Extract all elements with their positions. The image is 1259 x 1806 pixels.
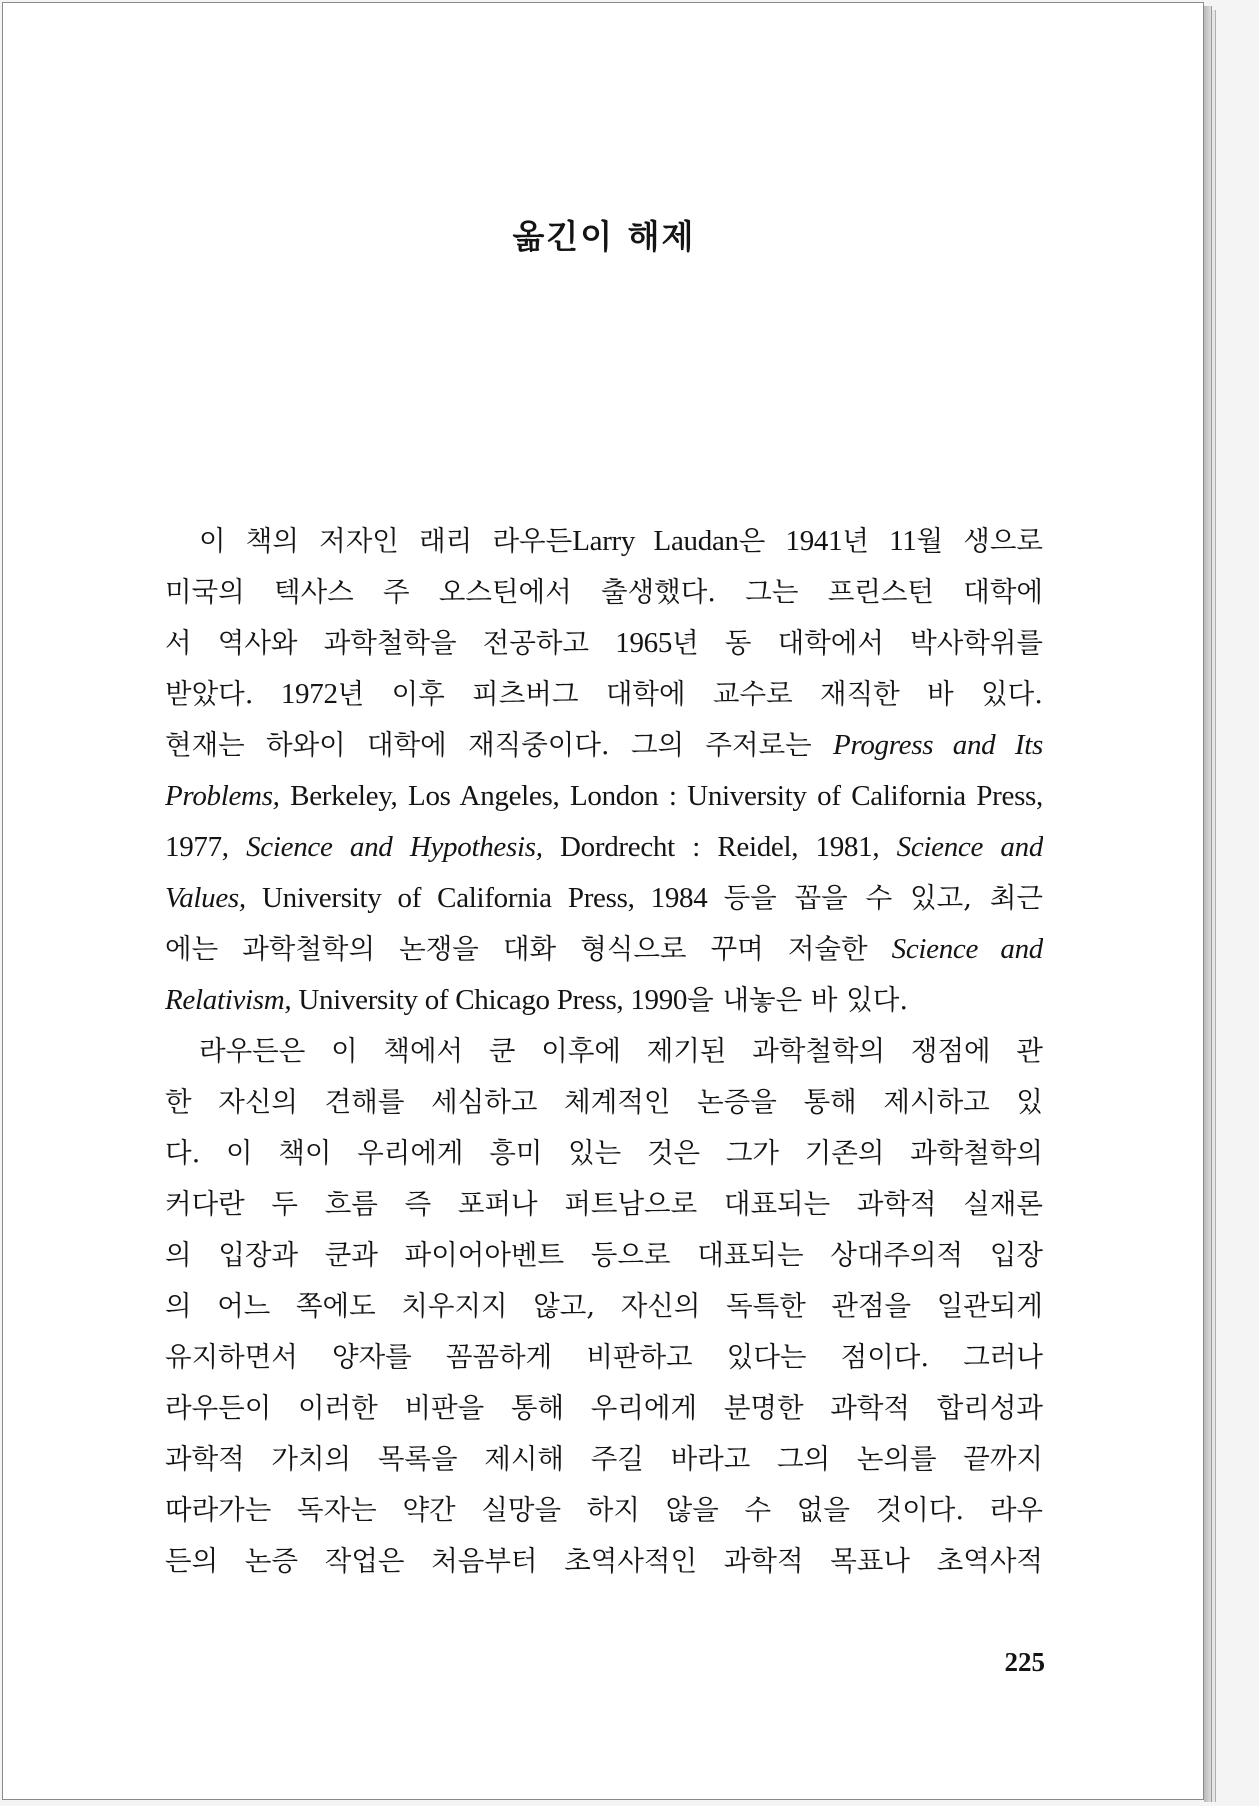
text-segment: 1941 xyxy=(785,525,843,557)
paragraph xyxy=(165,1026,1043,1587)
page-title: 옮긴이 해제 xyxy=(512,217,696,256)
text-segment: 을 내놓은 바 있다. xyxy=(687,984,909,1016)
italic-text-segment: Problems, xyxy=(165,780,280,812)
italic-text-segment: Science and xyxy=(896,831,1043,863)
text-segment: 년 xyxy=(842,525,890,557)
text-line xyxy=(165,1383,1043,1434)
text-line xyxy=(165,1281,1043,1332)
text-segment: 의 어느 쪽에도 치우지지 않고, 자신의 독특한 관점을 일관되게 xyxy=(165,1290,1043,1322)
paragraph xyxy=(165,516,1043,1026)
text-segment: 현재는 하와이 대학에 재직중이다. 그의 주저로는 xyxy=(165,729,834,761)
text-line xyxy=(165,822,1043,873)
text-line xyxy=(165,516,1043,567)
italic-text-segment: Progress and Its xyxy=(833,729,1043,761)
text-line xyxy=(165,720,1043,771)
text-line xyxy=(165,975,1043,1026)
italic-text-segment: Science and Hypothesis, xyxy=(246,831,543,863)
text-segment: University of California Press, 1984 xyxy=(245,882,724,914)
page-edge-shadow xyxy=(1204,6,1212,1802)
text-line xyxy=(165,1230,1043,1281)
text-segment: 년 이후 피츠버그 대학에 교수로 재직한 바 있다. xyxy=(337,678,1043,710)
text-segment: 든의 논증 작업은 처음부터 초역사적인 과학적 목표나 초역사적 xyxy=(165,1545,1043,1577)
text-segment: 월 생으로 xyxy=(916,525,1043,557)
text-line xyxy=(165,1026,1043,1077)
text-segment: 이 책의 저자인 래리 라우든 xyxy=(199,525,573,557)
text-segment: Berkeley, Los Angeles, London : University of California Press, xyxy=(279,780,1043,812)
text-segment: 에는 과학철학의 논쟁을 대화 형식으로 꾸며 저술한 xyxy=(165,933,892,965)
text-segment: 커다란 두 흐름 즉 포퍼나 퍼트남으로 대표되는 과학적 실재론 xyxy=(165,1188,1043,1220)
text-line xyxy=(165,1128,1043,1179)
body-text xyxy=(165,516,1043,1587)
text-line xyxy=(165,873,1043,924)
text-segment: 년 동 대학에서 박사학위를 xyxy=(672,627,1043,659)
text-line xyxy=(165,669,1043,720)
text-segment: University of Chicago Press, 1990 xyxy=(291,984,688,1016)
text-segment: 유지하면서 양자를 꼼꼼하게 비판하고 있다는 점이다. 그러나 xyxy=(165,1341,1043,1373)
text-line xyxy=(165,924,1043,975)
text-segment: 한 자신의 견해를 세심하고 체계적인 논증을 통해 제시하고 있 xyxy=(165,1086,1043,1118)
text-line xyxy=(165,771,1043,822)
text-line xyxy=(165,618,1043,669)
text-segment: 1972 xyxy=(280,678,338,710)
text-segment: 11 xyxy=(889,525,917,557)
text-segment: 따라가는 독자는 약간 실망을 하지 않을 수 없을 것이다. 라우 xyxy=(165,1494,1043,1526)
document-page xyxy=(2,2,1204,1800)
text-segment: Larry Laudan xyxy=(572,525,739,557)
text-segment: 은 xyxy=(738,525,786,557)
text-segment: 서 역사와 과학철학을 전공하고 xyxy=(165,627,616,659)
text-segment: 라우든이 이러한 비판을 통해 우리에게 분명한 과학적 합리성과 xyxy=(165,1392,1043,1424)
page-number: 225 xyxy=(1004,1647,1045,1677)
text-line xyxy=(165,567,1043,618)
text-line xyxy=(165,1332,1043,1383)
text-segment: 등을 꼽을 수 있고, 최근 xyxy=(723,882,1043,914)
text-line xyxy=(165,1434,1043,1485)
text-line xyxy=(165,1077,1043,1128)
text-segment: 1965 xyxy=(615,627,673,659)
text-segment: 과학적 가치의 목록을 제시해 주길 바라고 그의 논의를 끝까지 xyxy=(165,1443,1043,1475)
italic-text-segment: Values, xyxy=(165,882,246,914)
text-line xyxy=(165,1485,1043,1536)
italic-text-segment: Relativism, xyxy=(165,984,292,1016)
text-segment: 라우든은 이 책에서 쿤 이후에 제기된 과학철학의 쟁점에 관 xyxy=(199,1035,1043,1067)
text-line xyxy=(165,1536,1043,1587)
text-segment: 미국의 텍사스 주 오스틴에서 출생했다. 그는 프린스턴 대학에 xyxy=(165,576,1043,608)
text-segment: Dordrecht : Reidel, 1981, xyxy=(542,831,897,863)
text-segment: 받았다. xyxy=(165,678,281,710)
text-line xyxy=(165,1179,1043,1230)
text-segment: 의 입장과 쿤과 파이어아벤트 등으로 대표되는 상대주의적 입장 xyxy=(165,1239,1043,1271)
text-segment: 다. 이 책이 우리에게 흥미 있는 것은 그가 기존의 과학철학의 xyxy=(165,1137,1043,1169)
text-segment: 1977, xyxy=(165,831,247,863)
italic-text-segment: Science and xyxy=(891,933,1043,965)
